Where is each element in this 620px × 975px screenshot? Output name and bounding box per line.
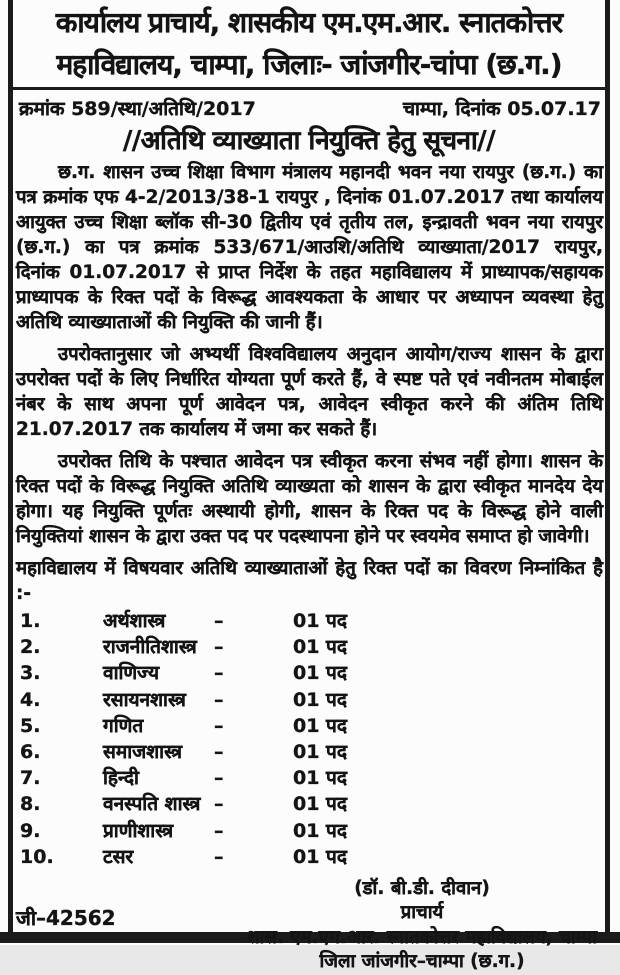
vacancy-subject: हिन्दी — [103, 767, 139, 790]
vacancy-dash: – — [214, 714, 224, 737]
vacancy-dash: – — [214, 845, 224, 868]
paragraph-1: छ.ग. शासन उच्च शिक्षा विभाग मंत्रालय महानदी भवन नया रायपुर (छ.ग.) का पत्र क्रमांक एफ 4-2/2013/38-1 रायपुर , दिनांक 01.07.2017 तथा कार्यालय आयुक्त उच्च शिक्षा ब्लॉक सी-30 द्वितीय एवं तृतीय तल, इन्द्रावती भवन नया रायपुर (छ.ग.) का पत्र क्रमांक 533/671/आउशि/अतिथि व्याख्याता/2017 रायपुर, दिनांक 01.07.2017 से प्राप्त निर्देश के तहत महाविद्यालय में प्राध्यापक/सहायक प्राध्यापक के रिक्त पदों के विरूद्ध आवश्यकता के आधार पर अध्यापन व्यवस्था हेतु अतिथि व्याख्याताओं की नियुक्ति की जानी हैं। — [16, 162, 603, 333]
vacancy-dash: – — [214, 740, 224, 763]
vacancy-subject: समाजशास्त्र — [103, 740, 182, 763]
vacancy-serial-number: 5. — [20, 714, 41, 737]
signatory-name: (डॉ. बी.डी. दीवान) — [354, 877, 490, 899]
vacancy-row — [16, 661, 603, 687]
vacancy-serial-number: 7. — [20, 767, 41, 790]
vacancy-dash: – — [214, 767, 224, 790]
right-border-rule — [605, 0, 610, 933]
letterhead-line2: महाविद्यालय, चाम्पा, जिलाः- जांजगीर-चांपा (छ.ग.) — [56, 48, 562, 81]
vacancy-subject: वनस्पति शास्त्र — [103, 793, 201, 816]
vacancy-row — [16, 792, 603, 818]
paragraph-2: उपरोक्तानुसार जो अभ्यर्थी विश्वविद्यालय अनुदान आयोग/राज्य शासन के द्वारा उपरोक्त पदों के लिए निर्धारित योग्यता पूर्ण करते हैं, वे स्पष्ट पते एवं नवीनतम मोबाईल नंबर के साथ अपना पूर्ण आवेदन पत्र, आवेदन स्वीकृत करने की अंतिम तिथि 21.07.2017 तक कार्यालय में जमा कर सकते हैं। — [16, 344, 603, 440]
vacancy-post-count: 01 पद — [293, 610, 347, 632]
vacancy-row — [16, 819, 603, 845]
place-and-date: चाम्पा, दिनांक 05.07.17 — [402, 98, 601, 120]
notice-title: //अतिथि व्याख्याता नियुक्ति हेतु सूचना// — [122, 126, 496, 156]
vacancy-post-count: 01 पद — [293, 845, 347, 868]
vacancy-dash: – — [214, 793, 224, 816]
signatory-district: जिला जांजगीर–चाम्पा (छ.ग.) — [319, 951, 525, 973]
vacancy-post-count: 01 पद — [293, 819, 347, 842]
vacancy-post-count: 01 पद — [293, 767, 347, 790]
notice-body — [16, 160, 603, 975]
vacancy-dash: – — [214, 688, 224, 711]
vacancy-serial-number: 8. — [20, 793, 41, 816]
vacancy-serial-number: 3. — [20, 662, 41, 685]
reference-row — [19, 95, 601, 121]
vacancy-row — [16, 635, 603, 661]
vacancy-row — [16, 766, 603, 792]
vacancy-list — [16, 609, 603, 871]
letterhead — [13, 2, 605, 86]
vacancy-subject: राजनीतिशास्त्र — [103, 636, 197, 659]
vacancy-post-count: 01 पद — [293, 688, 347, 711]
vacancy-dash: – — [214, 610, 224, 632]
vacancy-subject: अर्थशास्त्र — [103, 610, 166, 632]
vacancy-dash: – — [214, 636, 224, 659]
vacancy-serial-number: 6. — [20, 740, 41, 763]
vacancy-dash: – — [214, 662, 224, 685]
print-code: जी–42562 — [16, 906, 116, 930]
reference-number: क्रमांक 589/स्था/अतिथि/2017 — [19, 98, 256, 120]
vacancy-subject: गणित — [103, 714, 144, 737]
vacancy-post-count: 01 पद — [293, 714, 347, 737]
header-divider-rule — [8, 87, 610, 90]
signature-block — [238, 877, 606, 975]
vacancy-post-count: 01 पद — [293, 793, 347, 816]
vacancy-dash: – — [214, 819, 224, 842]
vacancy-row — [16, 609, 603, 635]
vacancy-serial-number: 1. — [20, 610, 41, 632]
vacancy-row — [16, 845, 603, 871]
vacancy-serial-number: 2. — [20, 636, 41, 659]
vacancy-row — [16, 740, 603, 766]
paragraph-3: उपरोक्त तिथि के पश्चात आवेदन पत्र स्वीकृत करना संभव नहीं होगा। शासन के रिक्त पदों के विरूद्ध नियुक्ति अतिथि व्याख्यता को शासन के द्वारा स्वीकृत मानदेय देय होगा। यह नियुक्ति पूर्णतः अस्थायी होगी, शासन के रिक्त पद के विरूद्ध होने वाली नियुक्तियां शासन के द्वारा उक्त पद पर पदस्थापना होने पर स्वयमेव समाप्त हो जावेगी। — [16, 451, 603, 547]
vacancy-row — [16, 714, 603, 740]
vacancy-serial-number: 10. — [20, 845, 54, 868]
vacancy-subject: वाणिज्य — [103, 662, 160, 685]
signatory-organization: शास. एम.एम.आर. स्नातकोत्तर महाविद्यालय, चाम्पा — [246, 926, 598, 948]
letterhead-line1: कार्यालय प्राचार्य, शासकीय एम.एम.आर. स्नातकोत्तर — [55, 6, 563, 39]
vacancy-row — [16, 688, 603, 714]
paragraph-4: महाविद्यालय में विषयवार अतिथि व्याख्याताओं हेतु रिक्त पदों का विवरण निम्नांकित है :- — [16, 558, 603, 604]
vacancy-post-count: 01 पद — [293, 662, 347, 685]
vacancy-serial-number: 9. — [20, 819, 41, 842]
vacancy-subject: रसायनशास्त्र — [103, 688, 186, 711]
vacancy-serial-number: 4. — [20, 688, 41, 711]
vacancy-post-count: 01 पद — [293, 740, 347, 763]
vacancy-subject: प्राणीशास्त्र — [103, 819, 174, 842]
vacancy-subject: टसर — [103, 845, 134, 868]
signatory-designation: प्राचार्य — [400, 902, 444, 924]
vacancy-post-count: 01 पद — [293, 636, 347, 659]
